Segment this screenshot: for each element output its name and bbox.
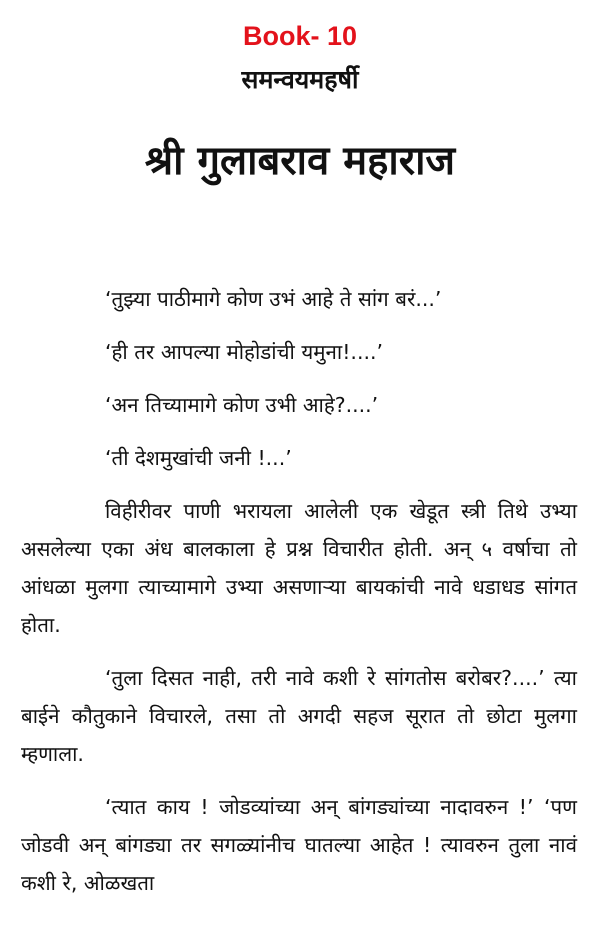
dialog-line: ‘अन तिच्यामागे कोण उभी आहे?....’ [105, 393, 379, 417]
page-title: श्री गुलाबराव महाराज [144, 138, 456, 184]
book-number-label: Book- 10 [242, 21, 358, 51]
dialog-line: ‘ही तर आपल्या मोहोडांची यमुना!....’ [105, 340, 384, 364]
dialog-line: ‘ती देशमुखांची जनी !...’ [105, 446, 292, 470]
series-title: समन्वयमहर्षी [241, 65, 359, 94]
paragraph: विहीरीवर पाणी भरायला आलेली एक खेडूत स्त्री तिथे उभ्या असलेल्या एका अंध बालकाला हे प्रश्न विचारीत होती. अन् ५ वर्षाचा तो आंधळा मुलगा त्याच्यामागे उभ्या असणाऱ्या बायकांची नावे धडाधड सांगत होता. [21, 499, 577, 637]
dialog-line: ‘तुझ्या पाठीमागे कोण उभं आहे ते सांग बरं...’ [105, 287, 442, 311]
paragraph: ‘त्यात काय ! जोडव्यांच्या अन् बांगड्यांच्या नादावरुन !’ ‘पण जोडवी अन् बांगड्या तर सगळ्यांनीच घातल्या आहेत ! त्यावरुन तुला नावं कशी रे, ओळखता [21, 795, 577, 895]
body-text [21, 280, 577, 902]
paragraph: ‘तुला दिसत नाही, तरी नावे कशी रे सांगतोस बरोबर?....’ त्या बाईने कौतुकाने विचारले, तसा तो अगदी सहज सूरात तो छोटा मुलगा म्हणाला. [21, 666, 577, 766]
